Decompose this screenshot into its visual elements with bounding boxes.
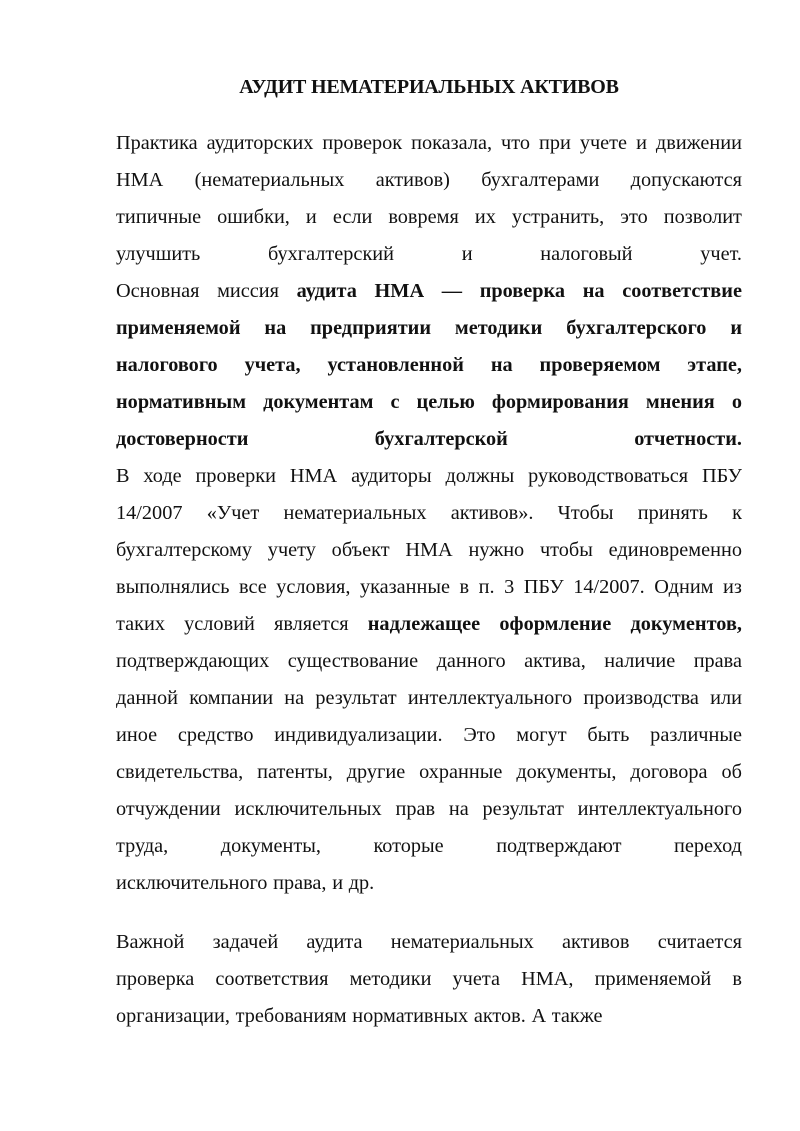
word: данного [436,650,506,672]
word: показала, [411,132,493,154]
word: миссия [217,280,279,302]
paragraph-2 [116,924,742,1035]
word: Важной [116,931,185,953]
bold-word: соответствие [622,280,742,302]
bold-word: учета, [244,354,301,376]
word: существование [287,650,419,672]
text-line [116,495,742,532]
word: является [274,613,349,635]
word: наличие [604,650,676,672]
word: компании [189,687,274,709]
word: позволит [663,206,742,228]
bold-word: бухгалтерского [566,317,707,339]
word: патенты, [257,761,333,783]
word: А [531,1005,547,1027]
word: требованиям [235,1005,347,1027]
word: актива, [524,650,586,672]
word: НМА [116,169,164,191]
bold-word: достоверности [116,428,249,450]
word: об [721,761,742,783]
text-line [116,828,742,865]
word: аудиторы [351,465,432,487]
word: «Учет [206,502,260,524]
word: руководствоваться [528,465,689,487]
word: бухгалтерскому [116,539,253,561]
word: НМА [405,539,453,561]
word: результат [315,687,397,709]
text-line [116,310,742,347]
bold-word: и [730,317,742,339]
word: проверка [116,968,195,990]
text-line [116,569,742,606]
word: единовременно [608,539,742,561]
word: исключительных [234,798,382,820]
bold-word: о [731,391,742,413]
word: учете [579,132,628,154]
word: ошибки, [217,206,290,228]
bold-word: целью [416,391,475,413]
word: п. [478,576,495,598]
word: организации, [116,1005,230,1027]
word: выполнялись [116,576,230,598]
word: могут [516,724,567,746]
word: должны [445,465,515,487]
text-line [116,961,742,998]
text-line [116,421,742,458]
word: свидетельства, [116,761,244,783]
word: документы, [220,835,321,857]
word: исключительного [116,872,268,894]
bold-word: предприятии [310,317,432,339]
word: иное [116,724,158,746]
word: это [620,206,648,228]
word: налоговый [540,243,633,265]
text-line [116,998,742,1035]
word: объект [331,539,390,561]
word: проверки [195,465,276,487]
word: и [636,132,647,154]
text-line [116,643,742,680]
bold-word: формирования [491,391,629,413]
word: и [461,243,473,265]
word: активов». [450,502,534,524]
word: соответствия [215,968,329,990]
bold-word: налогового [116,354,218,376]
word: 14/2007. [573,576,645,598]
bold-word: аудита [296,280,357,302]
word: средство [177,724,254,746]
word: учету [267,539,316,561]
bold-word: на [582,280,605,302]
word: задачей [212,931,279,953]
bold-word: документов, [630,613,742,635]
word: условия, [276,576,351,598]
word: и [305,206,317,228]
word: быть [587,724,630,746]
word: ПБУ [701,465,742,487]
word: подтверждают [496,835,622,857]
word: проверок [322,132,403,154]
bold-word: оформление [499,613,612,635]
text-line [116,236,742,273]
word: на [284,687,305,709]
word: также [551,1005,603,1027]
text-line [116,458,742,495]
word: ПБУ [523,576,564,598]
text-line [116,125,742,162]
paragraph-1 [116,125,742,902]
word: улучшить [116,243,201,265]
word: нематериальных [390,931,534,953]
word: учета [452,968,500,990]
word: если [332,206,373,228]
word: актов. [473,1005,526,1027]
word: переход [674,835,742,857]
bold-word: установленной [327,354,464,376]
word: Одним [654,576,714,598]
word: права, [273,872,327,894]
word: принять [637,502,708,524]
word: интеллектуального [577,798,742,820]
word: активов [562,931,630,953]
text-line [116,606,742,643]
word: которые [373,835,444,857]
text-line [116,865,742,902]
word: учет. [700,243,742,265]
text-line [116,754,742,791]
word: бухгалтерский [267,243,394,265]
text-line [116,680,742,717]
word: 14/2007 [116,502,183,524]
word: методики [349,968,432,990]
word: другие [346,761,406,783]
word: различные [650,724,742,746]
bold-word: методики [454,317,543,339]
word: что [501,132,530,154]
word: НМА [289,465,338,487]
word: прав [395,798,436,820]
word: данной [116,687,179,709]
word: подтверждающих [116,650,270,672]
document-title: АУДИТ НЕМАТЕРИАЛЬНЫХ АКТИВОВ [239,76,619,98]
word: индивидуализации. [274,724,443,746]
word: в [732,968,742,990]
word: Это [463,724,496,746]
bold-word: — [441,280,463,302]
word: В [116,465,130,487]
bold-word: проверяемом [539,354,661,376]
text-line [116,199,742,236]
word: условий [184,613,255,635]
bold-word: НМА [374,280,425,302]
word: Основная [116,280,200,302]
word: на [448,798,469,820]
bold-word: мнения [645,391,715,413]
bold-word: на [264,317,287,339]
word: права [693,650,742,672]
text-line [116,924,742,961]
word: 3 [504,576,515,598]
word: др. [348,872,375,894]
word: бухгалтерами [481,169,600,191]
word: считается [657,931,742,953]
word: к [732,502,742,524]
word: в [459,576,470,598]
word: допускаются [630,169,742,191]
text-line [116,532,742,569]
word: аудита [306,931,363,953]
word: применяемой [594,968,712,990]
word: указанные [359,576,451,598]
text-line [116,162,742,199]
word: труда, [116,835,169,857]
text-line [116,384,742,421]
word: Чтобы [557,502,614,524]
bold-word: этапе, [687,354,742,376]
bold-word: нормативным [116,391,247,413]
word: ходе [143,465,182,487]
text-line [116,791,742,828]
word: и [332,872,344,894]
word: вовремя [388,206,459,228]
text-line [116,347,742,384]
bold-word: документам [263,391,374,413]
bold-word: применяемой [116,317,241,339]
word: устранить, [511,206,605,228]
bold-word: на [490,354,513,376]
word: документы, [516,761,617,783]
word: или [710,687,742,709]
word: нужно [468,539,525,561]
word: результат [482,798,564,820]
word: Практика [116,132,198,154]
word: нематериальных [283,502,427,524]
word: аудиторских [206,132,314,154]
word: их [474,206,496,228]
word: отчуждении [116,798,221,820]
bold-word: проверка [479,280,566,302]
word: типичные [116,206,202,228]
bold-word: надлежащее [367,613,481,635]
word: активов) [375,169,450,191]
word: договора [630,761,708,783]
text-line [116,273,742,310]
word: чтобы [539,539,593,561]
text-line [116,717,742,754]
word: охранные [419,761,503,783]
word: производства [583,687,699,709]
word: (нематериальных [194,169,345,191]
word: при [538,132,571,154]
word: таких [116,613,165,635]
word: движении [655,132,742,154]
word: из [723,576,742,598]
bold-word: с [390,391,400,413]
word: НМА, [521,968,574,990]
word: интеллектуального [407,687,573,709]
bold-word: бухгалтерской [374,428,508,450]
word: все [238,576,267,598]
word: нормативных [352,1005,469,1027]
bold-word: отчетности. [634,428,742,450]
